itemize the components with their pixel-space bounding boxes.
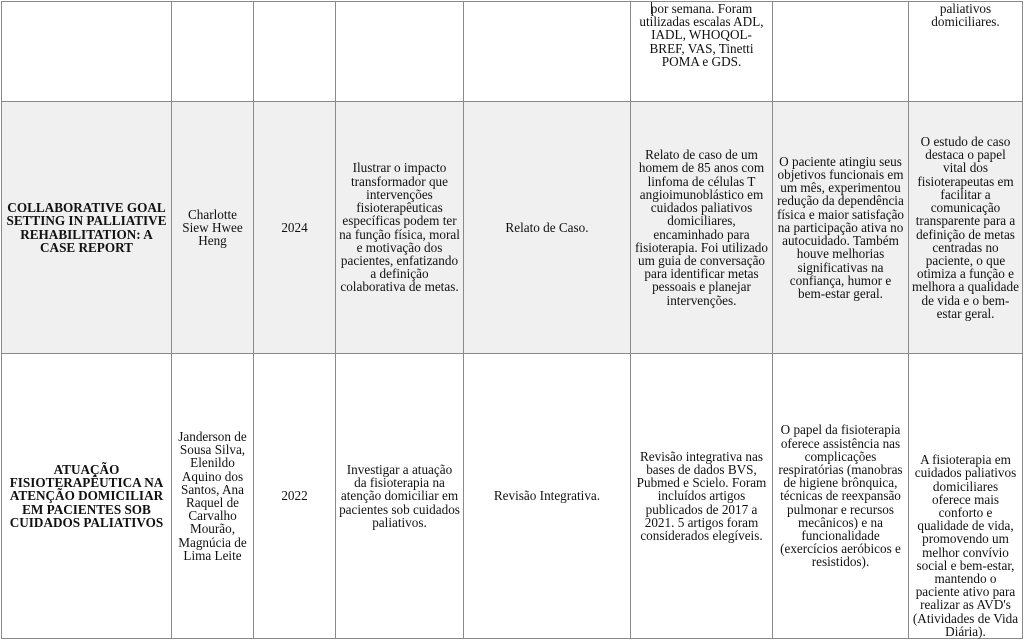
cell-objective xyxy=(336,2,464,102)
literature-review-table xyxy=(1,1,1023,639)
table-row xyxy=(2,2,1023,102)
cell-conclusion: O estudo de caso destaca o papel vital dos fisioterapeutas em facilitar a comunicação transparente para a definição de metas centradas no paciente, o que otimiza a função e melhora a qualidade de vida e o bem-estar geral. xyxy=(909,102,1023,354)
cell-results: O paciente atingiu seus objetivos funcionais em um mês, experimentou redução da dependência física e maior satisfação na participação ativa no autocuidado. Também houve melhorias significativas na confiança, humor e bem-estar geral. xyxy=(773,102,909,354)
cell-objective: Investigar a atuação da fisioterapia na atenção domiciliar em pacientes sob cuidados paliativos. xyxy=(336,354,464,639)
cell-methodology[interactable] xyxy=(631,2,773,102)
cell-title xyxy=(2,2,172,102)
cell-title: ATUAÇÃO FISIOTERAPÊUTICA NA ATENÇÃO DOMICILIAR EM PACIENTES SOB CUIDADOS PALIATIVOS xyxy=(2,354,172,639)
cell-authors xyxy=(172,2,254,102)
cell-results: O papel da fisioterapia oferece assistência nas complicações respiratórias (manobras de higiene brônquica, técnicas de reexpansão pulmonar e recursos mecânicos) e na funcionalidade (exercícios aeróbicos e resistidos). xyxy=(773,354,909,639)
cell-year: 2022 xyxy=(254,354,336,639)
cell-results xyxy=(773,2,909,102)
cell-objective: Ilustrar o impacto transformador que intervenções fisioterapêuticas específicas podem ter na função física, moral e motivação dos pacientes, enfatizando a definição colaborativa de metas. xyxy=(336,102,464,354)
cell-conclusion: paliativos domiciliares. xyxy=(909,2,1023,102)
cell-methodology-text: por semana. Foram utilizadas escalas ADL, IADL, WHOQOL-BREF, VAS, Tinetti POMA e GDS. xyxy=(639,1,764,69)
cell-authors: Charlotte Siew Hwee Heng xyxy=(172,102,254,354)
table-row xyxy=(2,354,1023,639)
cell-methodology: Revisão integrativa nas bases de dados BVS, Pubmed e Scielo. Foram incluídos artigos publicados de 2017 a 2021. 5 artigos foram considerados elegíveis. xyxy=(631,354,773,639)
cell-authors: Janderson de Sousa Silva, Elenildo Aquino dos Santos, Ana Raquel de Carvalho Mourão, Magnúcia de Lima Leite xyxy=(172,354,254,639)
cell-year xyxy=(254,2,336,102)
cell-methodology: Relato de caso de um homem de 85 anos com linfoma de células T angioimunoblástico em cuidados paliativos domiciliares, encaminhado para fisioterapia. Foi utilizado um guia de conversação para identificar metas pessoais e planejar intervenções. xyxy=(631,102,773,354)
cell-title: COLLABORATIVE GOAL SETTING IN PALLIATIVE REHABILITATION: A CASE REPORT xyxy=(2,102,172,354)
cell-study-type: Relato de Caso. xyxy=(464,102,631,354)
cell-conclusion: A fisioterapia em cuidados paliativos domiciliares oferece mais conforto e qualidade de vida, promovendo um melhor convívio social e bem-estar, mantendo o paciente ativo para realizar as AVD's (Atividades de Vida Diária). xyxy=(909,354,1023,639)
cell-study-type: Revisão Integrativa. xyxy=(464,354,631,639)
cell-study-type xyxy=(464,2,631,102)
table-row xyxy=(2,102,1023,354)
cell-year: 2024 xyxy=(254,102,336,354)
